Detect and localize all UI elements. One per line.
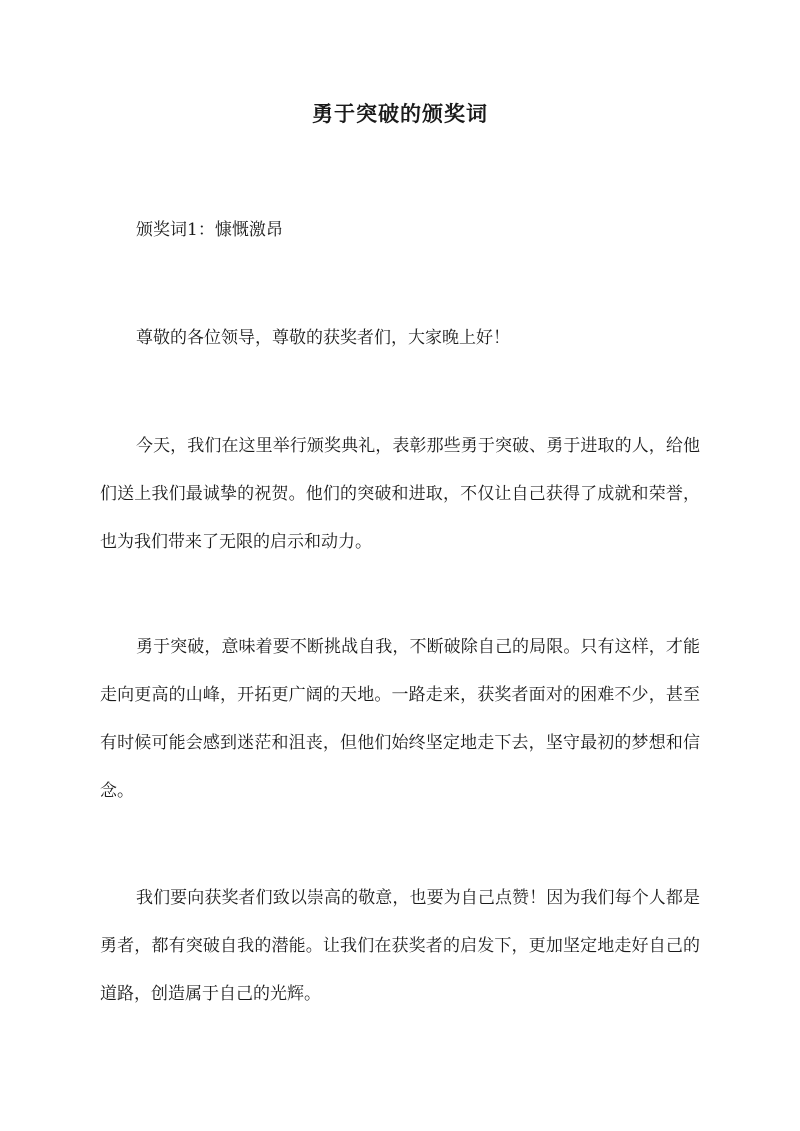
greeting-paragraph: 尊敬的各位领导，尊敬的获奖者们，大家晚上好！ <box>136 328 510 348</box>
section-heading: 颁奖词1：慷慨激昂 <box>136 220 283 240</box>
body-paragraph: 勇于突破，意味着要不断挑战自我，不断破除自己的局限。只有这样，才能走向更高的山峰，开拓更广阔的天地。一路走来，获奖者面对的困难不少，甚至有时候可能会感到迷茫和沮丧，但他们始终坚定地走下去，坚守最初的梦想和信念。 <box>100 637 700 801</box>
document-title: 勇于突破的颁奖词 <box>312 101 488 126</box>
body-paragraph: 我们要向获奖者们致以崇高的敬意，也要为自己点赞！因为我们每个人都是勇者，都有突破自我的潜能。让我们在获奖者的启发下，更加坚定地走好自己的道路，创造属于自己的光辉。 <box>100 888 700 1004</box>
body-paragraph: 今天，我们在这里举行颁奖典礼，表彰那些勇于突破、勇于进取的人，给他们送上我们最诚挚的祝贺。他们的突破和进取，不仅让自己获得了成就和荣誉，也为我们带来了无限的启示和动力。 <box>100 436 700 552</box>
